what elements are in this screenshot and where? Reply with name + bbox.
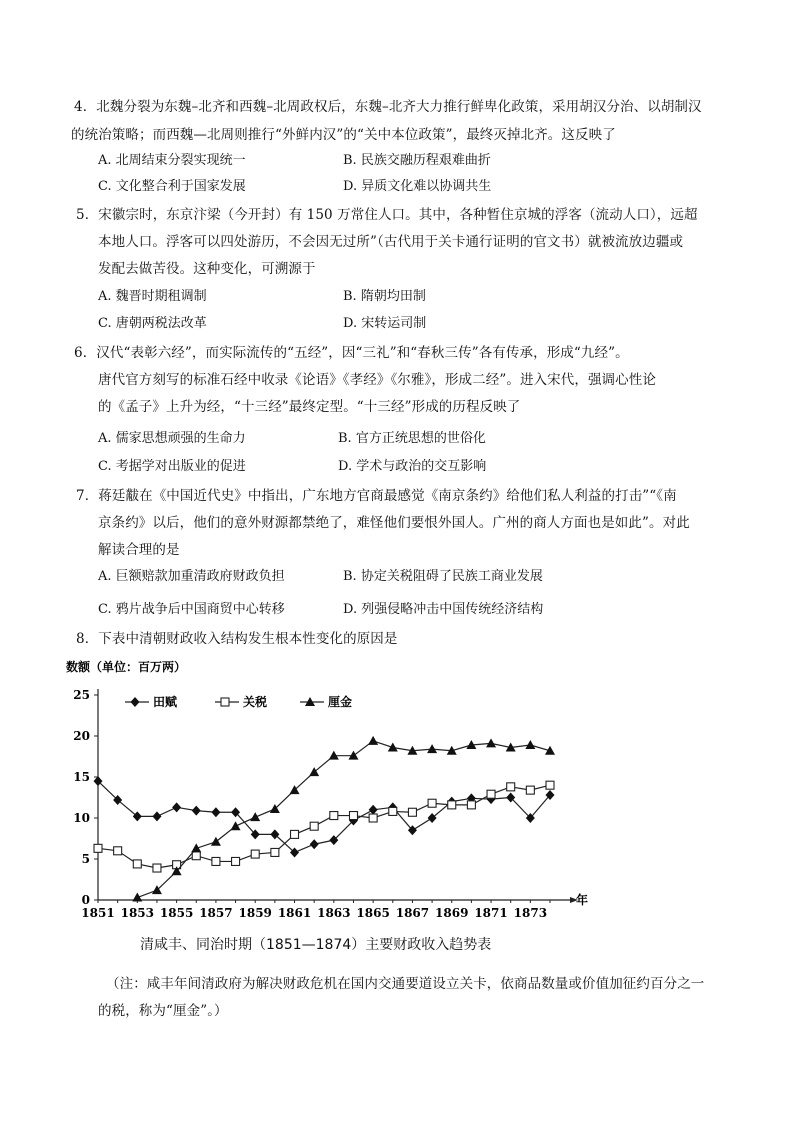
y-tick-label: 20: [73, 729, 90, 743]
q5-stem-line3: 发配去做苦役。这种变化，可溯源于: [98, 261, 316, 277]
x-tick-label: 1857: [199, 906, 233, 920]
q6-stem-line2: 唐代官方刻写的标准石经中收录《论语》《孝经》《尔雅》，形成二经”。进入宋代，强调心性论: [98, 372, 656, 388]
q7-stem-line2: 京条约》以后，他们的意外财源都禁绝了，难怪他们要恨外国人。广州的商人方面也是如此”。对此: [98, 515, 690, 531]
q5-stem-line1: 5．宋徽宗时，东京汴梁（今开封）有 150 万常住人口。其中，各种暂住京城的浮客（流动人口），远超: [76, 207, 698, 223]
q7-stem-line1: 7．蒋廷黻在《中国近代史》中指出，广东地方官商最感觉《南京条约》给他们私人利益的打击”“《南: [76, 488, 677, 504]
y-tick-label: 5: [81, 852, 90, 866]
q4-option-b[interactable]: B. 民族交融历程艰难曲折: [343, 153, 491, 168]
q7-option-b[interactable]: B. 协定关税阻碍了民族工商业发展: [343, 569, 543, 584]
q7-option-d[interactable]: D. 列强侵略冲击中国传统经济结构: [343, 602, 544, 617]
series-point-1: [369, 814, 377, 822]
x-tick-label: 1865: [356, 906, 390, 920]
q4-stem-line1: 4．北魏分裂为东魏–北齐和西魏–北周政权后，东魏–北齐大力推行鲜卑化政策，采用胡汉分治、以胡制汉: [74, 99, 702, 115]
q7-option-c[interactable]: C. 鸦片战争后中国商贸中心转移: [98, 602, 285, 617]
series-point-1: [546, 781, 554, 789]
x-tick-label: 1859: [238, 906, 272, 920]
series-point-2: [525, 740, 535, 749]
series-point-1: [94, 844, 102, 852]
q6-option-c[interactable]: C. 考据学对出版业的促进: [98, 459, 246, 474]
y-tick-label: 15: [73, 770, 90, 784]
chart-legend: [125, 694, 352, 709]
series-point-0: [133, 811, 142, 821]
series-point-1: [428, 799, 436, 807]
q6-stem-line3: 的《孟子》上升为经，“十三经”最终定型。“十三经”形成的历程反映了: [98, 399, 521, 415]
q4-stem-line2: 的统治策略；而西魏—北周则推行“外鲜内汉”的“关中本位政策”，最终灭掉北齐。这反映了: [71, 127, 616, 143]
y-tick-label: 25: [73, 688, 90, 702]
series-point-2: [211, 837, 221, 846]
chart-svg: [60, 655, 600, 920]
series-point-1: [487, 790, 495, 798]
x-tick-label: 1853: [120, 906, 155, 920]
x-tick-label: 1873: [513, 906, 548, 920]
chart-caption: 清咸丰、同治时期（1851—1874）主要财政收入趋势表: [140, 937, 492, 953]
q4-option-d[interactable]: D. 异质文化难以协调共生: [343, 179, 492, 194]
series-point-1: [251, 850, 259, 858]
q7-option-a[interactable]: A. 巨额赔款加重清政府财政负担: [98, 569, 285, 584]
series-point-0: [310, 839, 319, 849]
series-point-1: [349, 812, 357, 820]
y-tick-label: 10: [73, 811, 90, 825]
series-point-1: [153, 864, 161, 872]
series-point-1: [114, 847, 122, 855]
q6-option-a[interactable]: A. 儒家思想顽强的生命力: [98, 431, 246, 446]
series-point-2: [132, 893, 142, 902]
series-point-2: [250, 812, 260, 821]
series-point-2: [486, 738, 496, 747]
series-point-2: [231, 821, 241, 830]
q8-note-line2: 的税，称为“厘金”。）: [98, 1003, 228, 1019]
series-point-0: [428, 813, 437, 823]
series-point-1: [133, 860, 141, 868]
q4-option-c[interactable]: C. 文化整合利于国家发展: [98, 179, 246, 194]
x-tick-label: 1855: [159, 906, 194, 920]
x-tick-label: 1869: [435, 906, 469, 920]
series-line-0: [98, 781, 550, 852]
legend-label-0: 田赋: [153, 695, 178, 709]
q7-stem-line3: 解读合理的是: [98, 542, 180, 558]
series-point-1: [271, 848, 279, 856]
x-tick-label: 1861: [277, 906, 312, 920]
series-point-0: [369, 805, 378, 815]
q8-note-line1: （注：咸丰年间清政府为解决财政危机在国内交通要道设立关卡，依商品数量或价值加征约百分之一: [106, 976, 705, 992]
series-point-1: [212, 857, 220, 865]
y-tick-label: 0: [81, 893, 90, 907]
revenue-trend-chart: [60, 655, 600, 920]
legend-marker-0: [131, 697, 140, 707]
q5-stem-line2: 本地人口。浮客可以四处游历，不会因无过所”（古代用于关卡通行证明的官文书）就被流放边疆或: [98, 234, 684, 250]
series-point-2: [191, 843, 201, 852]
x-tick-label: 1871: [474, 906, 508, 920]
series-point-2: [427, 744, 437, 753]
q8-stem-line1: 8．下表中清朝财政收入结构发生根本性变化的原因是: [76, 631, 398, 647]
q6-option-b[interactable]: B. 官方正统思想的世俗化: [338, 431, 486, 446]
chart-series: [94, 736, 556, 902]
series-line-1: [98, 785, 550, 868]
series-point-2: [388, 742, 398, 751]
series-point-1: [467, 801, 475, 809]
q5-option-d[interactable]: D. 宋转运司制: [343, 316, 427, 331]
series-point-1: [192, 852, 200, 860]
series-point-2: [368, 736, 378, 745]
chart-axes: [98, 689, 578, 903]
x-tick-label: 1867: [395, 906, 430, 920]
q5-option-b[interactable]: B. 隋朝均田制: [343, 289, 426, 304]
series-point-0: [211, 807, 220, 817]
x-tick-label: 1863: [317, 906, 351, 920]
series-point-1: [408, 808, 416, 816]
q6-stem-line1: 6．汉代“表彰六经”，而实际流传的“五经”，因“三礼”和“春秋三传”各有传承，形成“九经”。: [74, 345, 629, 361]
series-point-1: [310, 822, 318, 830]
series-point-1: [389, 807, 397, 815]
x-tick-label: 1851: [81, 906, 115, 920]
series-point-0: [192, 806, 201, 816]
series-point-1: [232, 857, 240, 865]
q6-option-d[interactable]: D. 学术与政治的交互影响: [338, 459, 487, 474]
legend-label-2: 厘金: [328, 695, 353, 709]
series-point-1: [507, 783, 515, 791]
series-point-0: [152, 811, 161, 821]
series-point-1: [291, 830, 299, 838]
q5-option-a[interactable]: A. 魏晋时期租调制: [98, 289, 207, 304]
series-point-1: [330, 812, 338, 820]
series-point-0: [172, 802, 181, 812]
legend-marker-1: [221, 698, 229, 706]
series-point-1: [448, 801, 456, 809]
q5-option-c[interactable]: C. 唐朝两税法改革: [98, 316, 207, 331]
y-axis-label: 数额（单位：百万两）: [66, 660, 187, 674]
q4-option-a[interactable]: A. 北周结束分裂实现统一: [98, 153, 246, 168]
legend-label-1: 关税: [243, 695, 268, 709]
series-line-2: [137, 741, 550, 898]
series-point-1: [526, 786, 534, 794]
x-axis-label: 年: [576, 893, 589, 907]
chart-ticks: [73, 688, 550, 920]
